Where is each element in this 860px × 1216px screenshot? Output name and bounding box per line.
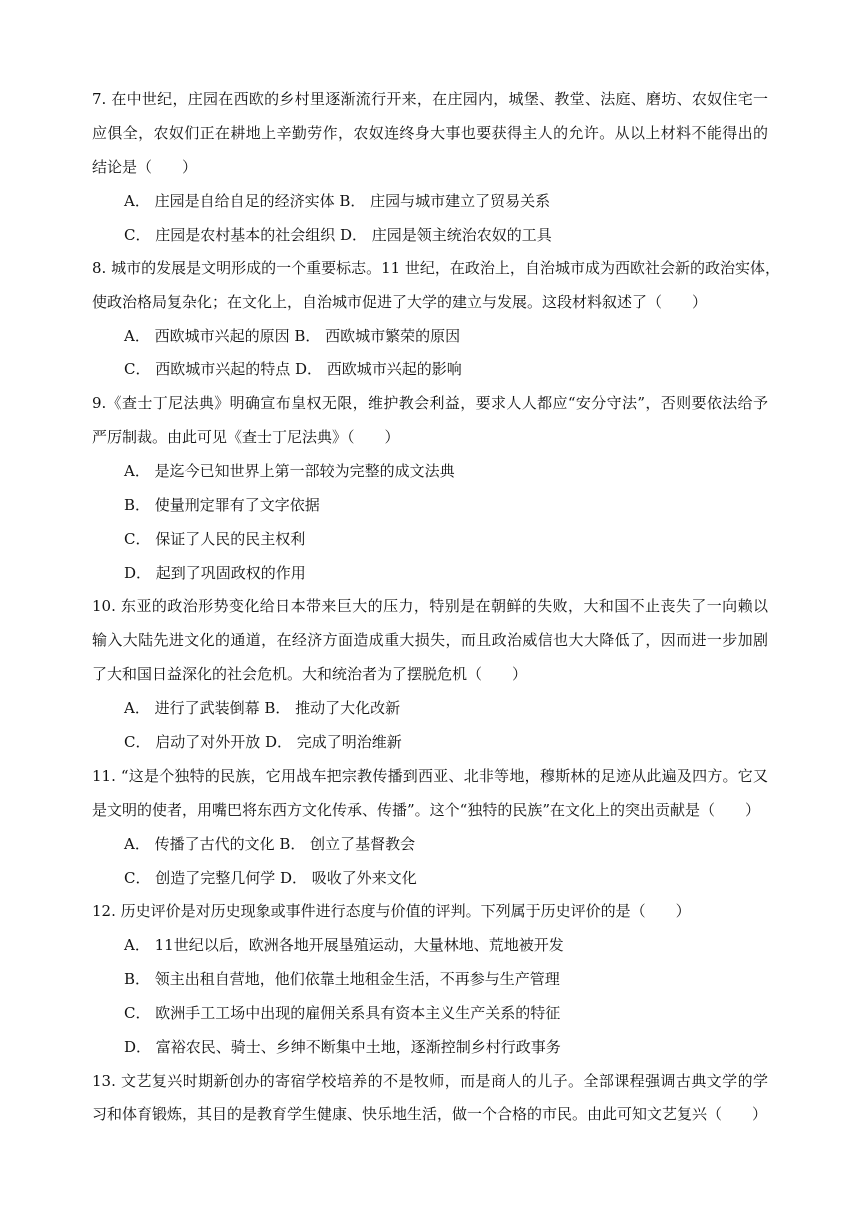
question-stem-line: 8. 城市的发展是文明形成的一个重要标志。11 世纪，在政治上，自治城市成为西欧社会新的政治实体， bbox=[92, 259, 780, 277]
option-line: B． 领主出租自营地，他们依靠土地租金生活，不再参与生产管理 bbox=[124, 970, 560, 988]
option-line: C． 庄园是农村基本的社会组织 D． 庄园是领主统治农奴的工具 bbox=[124, 226, 552, 244]
question-stem-line: 11. “这是个独特的民族，它用战车把宗教传播到西亚、北非等地，穆斯林的足迹从此遍及四方。它又 bbox=[92, 767, 768, 785]
option-line: C． 保证了人民的民主权利 bbox=[124, 530, 306, 548]
option-line: A． 是迄今已知世界上第一部较为完整的成文法典 bbox=[124, 462, 455, 480]
question-stem-line: 了大和国日益深化的社会危机。大和统治者为了摆脱危机（ ） bbox=[92, 665, 528, 683]
question-stem-line: 9.《查士丁尼法典》明确宣布皇权无限，维护教会利益，要求人人都应“安分守法”，否则要依法给予 bbox=[92, 394, 768, 412]
question-stem-line: 严厉制裁。由此可见《查士丁尼法典》（ ） bbox=[92, 428, 400, 446]
question-stem-line: 12. 历史评价是对历史现象或事件进行态度与价值的评判。下列属于历史评价的是（ ） bbox=[92, 902, 691, 920]
option-line: C． 创造了完整几何学 D． 吸收了外来文化 bbox=[124, 869, 417, 887]
question-stem-line: 结论是（ ） bbox=[92, 158, 198, 176]
question-stem-line: 是文明的使者，用嘴巴将东西方文化传承、传播”。这个“独特的民族”在文化上的突出贡献是（ ） bbox=[92, 801, 761, 819]
option-line: A． 庄园是自给自足的经济实体 B． 庄园与城市建立了贸易关系 bbox=[124, 192, 551, 210]
question-stem-line: 应俱全，农奴们正在耕地上辛勤劳作，农奴连终身大事也要获得主人的允许。从以上材料不能得出的 bbox=[92, 124, 768, 142]
option-line: A． 传播了古代的文化 B． 创立了基督教会 bbox=[124, 835, 416, 853]
option-line: C． 欧洲手工工场中出现的雇佣关系具有资本主义生产关系的特征 bbox=[124, 1004, 561, 1022]
option-line: C． 启动了对外开放 D． 完成了明治维新 bbox=[124, 733, 402, 751]
question-stem-line: 7. 在中世纪，庄园在西欧的乡村里逐渐流行开来，在庄园内，城堡、教堂、法庭、磨坊、农奴住宅一 bbox=[92, 90, 768, 108]
question-stem-line: 10. 东亚的政治形势变化给日本带来巨大的压力，特别是在朝鲜的失败，大和国不止丧失了一向赖以 bbox=[92, 597, 768, 615]
option-line: D． 富裕农民、骑士、乡绅不断集中土地，逐渐控制乡村行政事务 bbox=[124, 1038, 561, 1056]
question-stem-line: 使政治格局复杂化；在文化上，自治城市促进了大学的建立与发展。这段材料叙述了（ ） bbox=[92, 293, 708, 311]
option-line: C． 西欧城市兴起的特点 D． 西欧城市兴起的影响 bbox=[124, 360, 462, 378]
question-stem-line: 习和体育锻炼，其目的是教育学生健康、快乐地生活，做一个合格的市民。由此可知文艺复兴（ ） bbox=[92, 1105, 768, 1123]
question-stem-line: 输入大陆先进文化的通道，在经济方面造成重大损失，而且政治威信也大大降低了，因而进一步加剧 bbox=[92, 631, 768, 649]
option-line: B． 使量刑定罪有了文字依据 bbox=[124, 496, 320, 514]
option-line: A． 进行了武装倒幕 B． 推动了大化改新 bbox=[124, 699, 401, 717]
option-line: A． 11世纪以后，欧洲各地开展垦殖运动，大量林地、荒地被开发 bbox=[124, 936, 564, 954]
question-stem-line: 13. 文艺复兴时期新创办的寄宿学校培养的不是牧师，而是商人的儿子。全部课程强调古典文学的学 bbox=[92, 1072, 768, 1090]
option-line: D． 起到了巩固政权的作用 bbox=[124, 564, 306, 582]
option-line: A． 西欧城市兴起的原因 B． 西欧城市繁荣的原因 bbox=[124, 327, 461, 345]
